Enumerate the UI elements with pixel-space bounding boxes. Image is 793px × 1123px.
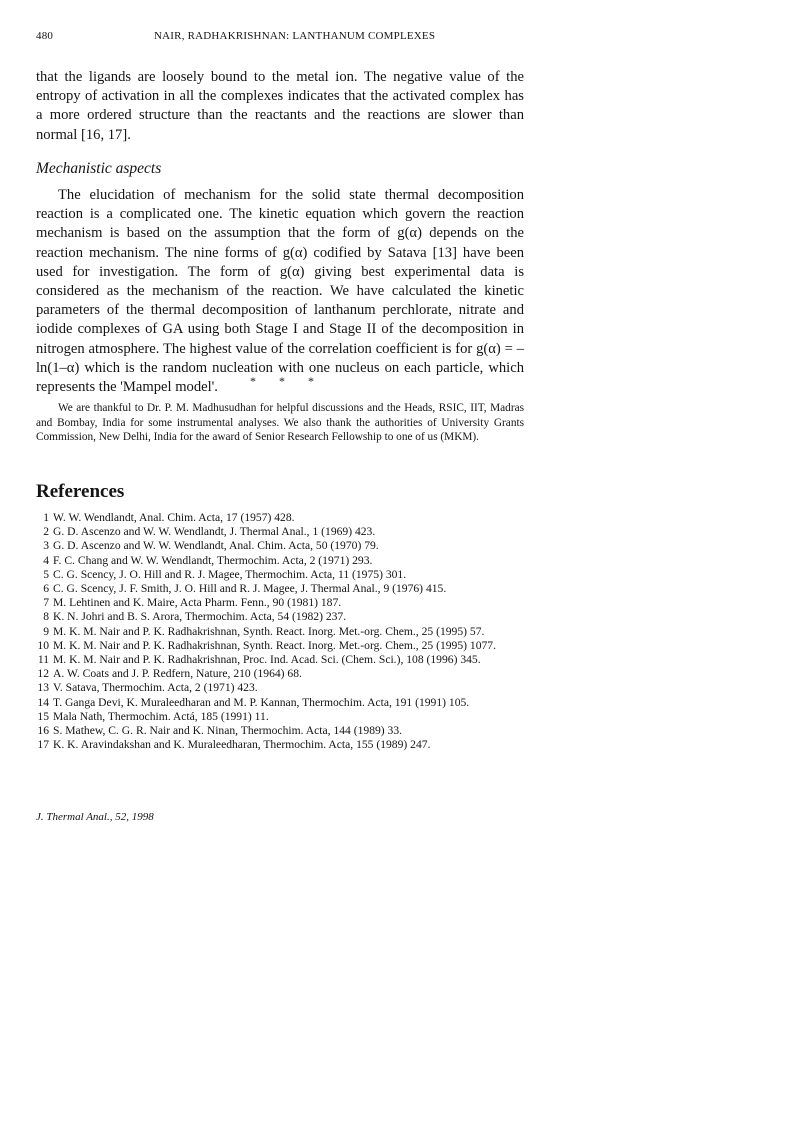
reference-text: M. K. M. Nair and P. K. Radhakrishnan, Proc. Ind. Acad. Sci. (Chem. Sci.), 108 (1996) 345. (53, 653, 481, 667)
reference-item (36, 710, 536, 724)
reference-item (36, 653, 536, 667)
reference-item (36, 667, 536, 681)
reference-text: V. Satava, Thermochim. Acta, 2 (1971) 423. (53, 681, 258, 695)
acknowledgement: We are thankful to Dr. P. M. Madhusudhan for helpful discussions and the Heads, RSIC, IIT, Madras and Bombay, India for some instrumental analyses. We also thank the authorities of University Grants Commission, New Delhi, India for the award of Senior Research Fellowship to one of us (MKM). (36, 402, 524, 444)
reference-list (36, 511, 536, 752)
journal-footer: J. Thermal Anal., 52, 1998 (36, 811, 154, 823)
reference-item (36, 554, 536, 568)
body-paragraph-2: The elucidation of mechanism for the solid state thermal decomposition reaction is a complicated one. The kinetic equation which govern the reaction mechanism is based on the assumption that the form of g(α) depends on the reaction mechanism. The nine forms of g(α) codified by Satava [13] have been used for investigation. The form of g(α) giving best experimental data is considered as the mechanism of the reaction. We have calculated the kinetic parameters of the thermal decomposition of lanthanum perchlorate, nitrate and iodide complexes of GA using both Stage I and Stage II of the decomposition in nitrogen atmosphere. The highest value of the correlation coefficient is for g(α) = –ln(1–α) which is the random nucleation with one nucleus on each particle, which represents the 'Mampel model'. (36, 187, 524, 396)
reference-item (36, 610, 536, 624)
running-title: NAIR, RADHAKRISHNAN: LANTHANUM COMPLEXES (154, 30, 436, 42)
reference-text: Mala Nath, Thermochim. Actá, 185 (1991) 11. (53, 709, 269, 723)
reference-text: G. D. Ascenzo and W. W. Wendlandt, J. Thermal Anal., 1 (1969) 423. (53, 525, 376, 539)
reference-text: F. C. Chang and W. W. Wendlandt, Thermochim. Acta, 2 (1971) 293. (53, 553, 373, 567)
reference-number: 17 (37, 738, 49, 752)
reference-text: C. G. Scency, J. O. Hill and R. J. Magee, Thermochim. Acta, 11 (1975) 301. (53, 567, 407, 581)
section-title: Mechanistic aspects (36, 160, 162, 177)
reference-number: 16 (37, 724, 49, 738)
reference-number: 10 (37, 638, 49, 652)
reference-number: 7 (43, 596, 49, 610)
reference-text: K. K. Aravindakshan and K. Muraleedharan, Thermochim. Acta, 155 (1989) 247. (53, 738, 431, 752)
reference-text: M. K. M. Nair and P. K. Radhakrishnan, Synth. React. Inorg. Met.-org. Chem., 25 (1995) 57. (53, 624, 485, 638)
reference-number: 13 (37, 681, 49, 695)
reference-item (36, 596, 536, 610)
reference-number: 14 (37, 695, 49, 709)
reference-number: 6 (43, 582, 49, 596)
reference-number: 9 (43, 624, 49, 638)
reference-text: G. D. Ascenzo and W. W. Wendlandt, Anal. Chim. Acta, 50 (1970) 79. (53, 539, 379, 553)
reference-item (36, 724, 536, 738)
reference-text: T. Ganga Devi, K. Muraleedharan and M. P. Kannan, Thermochim. Acta, 191 (1991) 105. (53, 695, 470, 709)
reference-number: 4 (43, 553, 49, 567)
body-paragraph-1: that the ligands are loosely bound to the metal ion. The negative value of the entropy of activation in all the complexes indicates that the activated complex has a more ordered structure than the reactants and the reactions are slower than normal [16, 17]. (36, 69, 524, 143)
reference-item (36, 511, 536, 525)
reference-text: M. Lehtinen and K. Maire, Acta Pharm. Fenn., 90 (1981) 187. (53, 596, 342, 610)
reference-item (36, 681, 536, 695)
reference-item (36, 539, 536, 553)
reference-number: 12 (37, 667, 49, 681)
reference-text: K. N. Johri and B. S. Arora, Thermochim. Acta, 54 (1982) 237. (53, 610, 347, 624)
page-number: 480 (36, 30, 54, 42)
reference-number: 5 (43, 567, 49, 581)
references-heading: References (36, 481, 125, 502)
reference-text: S. Mathew, C. G. R. Nair and K. Ninan, Thermochim. Acta, 144 (1989) 33. (53, 724, 403, 738)
reference-text: M. K. M. Nair and P. K. Radhakrishnan, Synth. React. Inorg. Met.-org. Chem., 25 (1995) 1077. (53, 638, 496, 652)
section-separator: * * * (250, 374, 324, 388)
reference-item (36, 738, 536, 752)
reference-number: 11 (37, 653, 49, 667)
reference-number: 2 (43, 525, 49, 539)
reference-number: 1 (43, 511, 49, 524)
reference-item (36, 639, 536, 653)
reference-text: A. W. Coats and J. P. Redfern, Nature, 210 (1964) 68. (53, 667, 302, 681)
reference-item (36, 696, 536, 710)
reference-number: 3 (43, 539, 49, 553)
reference-item (36, 625, 536, 639)
reference-item (36, 525, 536, 539)
reference-item (36, 582, 536, 596)
reference-number: 8 (43, 610, 49, 624)
reference-number: 15 (37, 709, 49, 723)
reference-text: W. W. Wendlandt, Anal. Chim. Acta, 17 (1957) 428. (53, 511, 295, 524)
reference-text: C. G. Scency, J. F. Smith, J. O. Hill and R. J. Magee, J. Thermal Anal., 9 (1976) 415. (53, 582, 447, 596)
reference-item (36, 568, 536, 582)
